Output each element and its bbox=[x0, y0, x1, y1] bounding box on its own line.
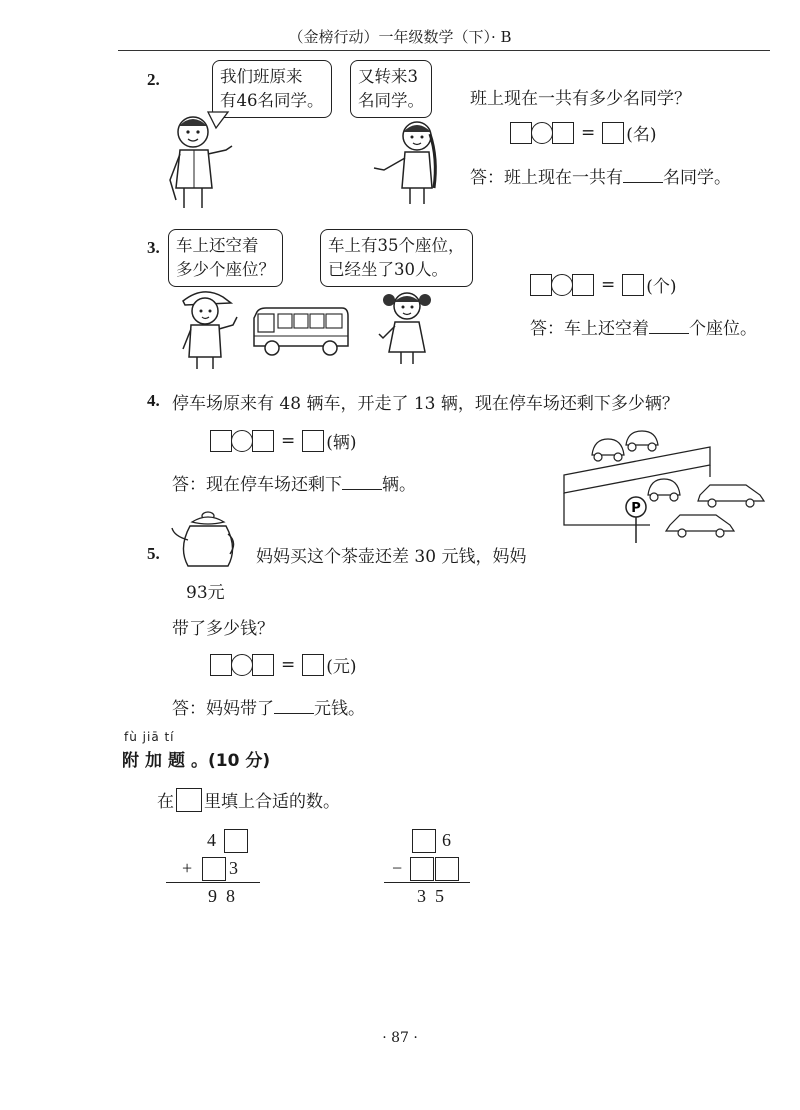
q4-answer-prefix: 答：现在停车场还剩下 bbox=[172, 475, 342, 495]
q4-answer bbox=[172, 470, 416, 495]
subtraction-bottom-box-2[interactable] bbox=[435, 857, 459, 881]
q2-answer-prefix: 答：班上现在一共有 bbox=[470, 168, 623, 188]
q2-girl-bubble-line2: 名同学。 bbox=[358, 91, 424, 110]
q4-question: 停车场原来有 48 辆车，开走了 13 辆，现在停车场还剩下多少辆？ bbox=[172, 394, 679, 414]
bonus-instruction bbox=[157, 787, 340, 812]
header-divider bbox=[118, 50, 770, 51]
q2-boy-illustration bbox=[168, 110, 238, 210]
q3-answer-prefix: 答：车上还空着 bbox=[530, 319, 649, 339]
addition-bottom-box[interactable] bbox=[202, 857, 226, 881]
q3-girl-bubble-line1: 车上有35个座位， bbox=[328, 236, 465, 255]
subtraction-result: 3 5 bbox=[417, 886, 444, 906]
subtraction-top-digit: 6 bbox=[442, 830, 451, 850]
page-number: · 87 · bbox=[382, 1030, 418, 1046]
q3-answer-blank[interactable] bbox=[649, 317, 689, 334]
q5-operand2-box[interactable] bbox=[252, 654, 274, 676]
q4-number: 4. bbox=[147, 391, 160, 410]
q2-operand2-box[interactable] bbox=[552, 122, 574, 144]
q3-boy-bubble-line2: 多少个座位？ bbox=[176, 260, 275, 279]
bonus-instruction-box-icon bbox=[176, 788, 202, 812]
parking-lot-illustration bbox=[560, 425, 770, 545]
addition-operator: + bbox=[182, 858, 193, 878]
addition-result: 9 8 bbox=[208, 886, 235, 906]
page-header: （金榜行动）一年级数学（下）· B bbox=[288, 28, 512, 46]
subtraction-bottom-box-1[interactable] bbox=[410, 857, 434, 881]
bonus-instruction-prefix: 在 bbox=[157, 792, 174, 812]
q3-equals-sign: = bbox=[601, 274, 616, 295]
q2-result-box[interactable] bbox=[602, 122, 624, 144]
q5-question-line2: 带了多少钱？ bbox=[172, 619, 274, 639]
parking-sign-letter: P bbox=[631, 501, 641, 516]
q3-girl-bubble bbox=[320, 229, 473, 287]
q4-operator-circle[interactable] bbox=[231, 430, 253, 452]
q3-operator-circle[interactable] bbox=[551, 274, 573, 296]
q5-answer-blank[interactable] bbox=[274, 697, 314, 714]
q2-girl-bubble bbox=[350, 60, 432, 118]
bonus-title: 附加题 bbox=[122, 751, 191, 771]
q3-boy-bubble bbox=[168, 229, 283, 287]
q5-price-label: 93元 bbox=[186, 583, 225, 603]
q3-boy-illustration bbox=[175, 285, 245, 370]
q5-equals-sign: = bbox=[281, 654, 296, 675]
q2-boy-bubble-line1: 我们班原来 bbox=[220, 67, 303, 86]
q5-answer-suffix: 元钱。 bbox=[314, 699, 365, 719]
q5-question-line1: 妈妈买这个茶壶还差 30 元钱，妈妈 bbox=[256, 547, 527, 567]
bonus-instruction-suffix: 里填上合适的数。 bbox=[204, 792, 340, 812]
bonus-pinyin: fù jiā tí bbox=[124, 730, 175, 744]
q2-answer-blank[interactable] bbox=[623, 166, 663, 183]
q3-unit: (个) bbox=[646, 277, 677, 297]
q5-number: 5. bbox=[147, 544, 160, 563]
q4-answer-blank[interactable] bbox=[342, 473, 382, 490]
q3-operand1-box[interactable] bbox=[530, 274, 552, 296]
addition-bottom-digit: 3 bbox=[229, 858, 238, 878]
q4-equals-sign: = bbox=[281, 430, 296, 451]
q2-number: 2. bbox=[147, 70, 160, 89]
q4-equation bbox=[210, 428, 357, 453]
q2-operand1-box[interactable] bbox=[510, 122, 532, 144]
q2-boy-bubble-line2: 有46名同学。 bbox=[220, 91, 324, 110]
teapot-illustration bbox=[170, 508, 238, 572]
q2-unit: (名) bbox=[626, 125, 657, 145]
bonus-heading bbox=[122, 746, 270, 771]
q5-answer-prefix: 答：妈妈带了 bbox=[172, 699, 274, 719]
q3-girl-bubble-line2: 已经坐了30人。 bbox=[328, 260, 448, 279]
q4-result-box[interactable] bbox=[302, 430, 324, 452]
addition-line bbox=[166, 882, 260, 883]
q4-operand1-box[interactable] bbox=[210, 430, 232, 452]
q5-operator-circle[interactable] bbox=[231, 654, 253, 676]
subtraction-line bbox=[384, 882, 470, 883]
q4-unit: (辆) bbox=[326, 433, 357, 453]
q2-equals-sign: = bbox=[581, 122, 596, 143]
q5-result-box[interactable] bbox=[302, 654, 324, 676]
bonus-points: 。(10 分) bbox=[191, 751, 271, 771]
subtraction-operator: − bbox=[392, 858, 403, 878]
q4-operand2-box[interactable] bbox=[252, 430, 274, 452]
q3-boy-bubble-line1: 车上还空着 bbox=[176, 236, 259, 255]
q5-operand1-box[interactable] bbox=[210, 654, 232, 676]
bus-illustration bbox=[250, 306, 350, 358]
subtraction-top-box[interactable] bbox=[412, 829, 436, 853]
q2-girl-bubble-line1: 又转来3 bbox=[358, 67, 418, 86]
q5-equation bbox=[210, 652, 357, 677]
q3-equation bbox=[530, 272, 677, 297]
addition-top-digit: 4 bbox=[207, 830, 216, 850]
q2-operator-circle[interactable] bbox=[531, 122, 553, 144]
addition-top-box[interactable] bbox=[224, 829, 248, 853]
q2-equation bbox=[510, 120, 657, 145]
q4-answer-suffix: 辆。 bbox=[382, 475, 416, 495]
q3-answer-suffix: 个座位。 bbox=[689, 319, 757, 339]
q3-answer bbox=[530, 314, 757, 339]
q2-answer-suffix: 名同学。 bbox=[663, 168, 731, 188]
q3-number: 3. bbox=[147, 238, 160, 257]
q3-result-box[interactable] bbox=[622, 274, 644, 296]
q5-unit: (元) bbox=[326, 657, 357, 677]
q3-operand2-box[interactable] bbox=[572, 274, 594, 296]
q2-answer bbox=[470, 163, 731, 188]
q2-question: 班上现在一共有多少名同学？ bbox=[470, 89, 691, 109]
q3-girl-illustration bbox=[375, 286, 435, 366]
q5-answer bbox=[172, 694, 365, 719]
q2-girl-illustration bbox=[372, 118, 452, 206]
